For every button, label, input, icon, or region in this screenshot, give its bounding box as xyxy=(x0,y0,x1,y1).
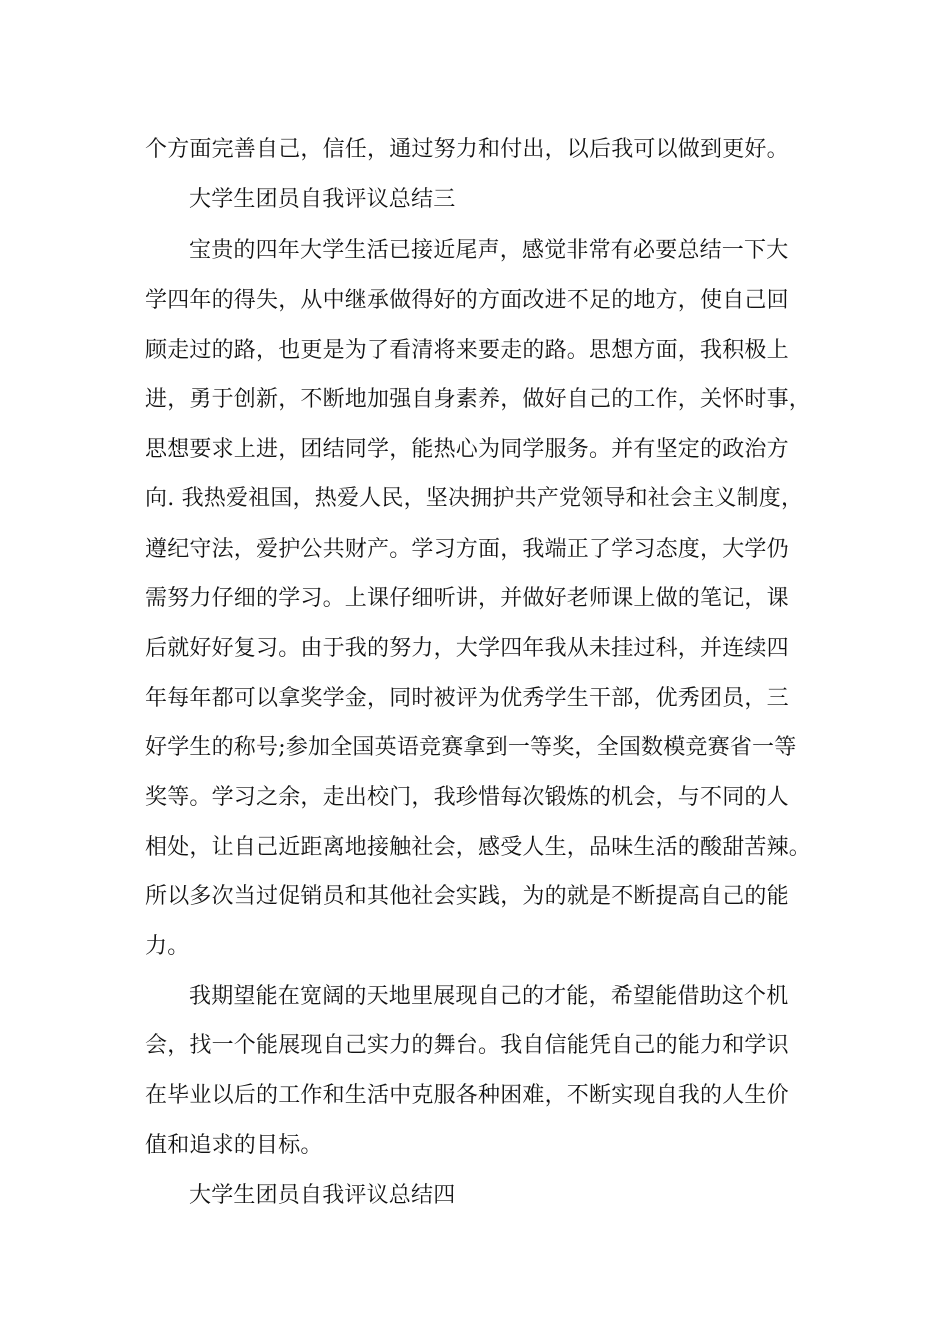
paragraph-line: 会，找一个能展现自己实力的舞台。我自信能凭自己的能力和学识 xyxy=(145,1033,789,1058)
paragraph-line: 值和追求的目标。 xyxy=(145,1133,323,1158)
paragraph-line: 力。 xyxy=(145,934,190,959)
paragraph-line: 需努力仔细的学习。上课仔细听讲，并做好老师课上做的笔记，课 xyxy=(145,586,789,611)
paragraph-line: 个方面完善自己，信任，通过努力和付出，以后我可以做到更好。 xyxy=(145,137,789,162)
paragraph-line: 进，勇于创新，不断地加强自身素养，做好自己的工作，关怀时事， xyxy=(145,387,812,412)
section-heading: 大学生团员自我评议总结三 xyxy=(189,187,456,212)
paragraph-line: 所以多次当过促销员和其他社会实践，为的就是不断提高自己的能 xyxy=(145,884,789,909)
paragraph-line: 思想要求上进，团结同学，能热心为同学服务。并有坚定的政治方 xyxy=(145,437,789,462)
paragraph-line: 年每年都可以拿奖学金，同时被评为优秀学生干部，优秀团员，三 xyxy=(145,686,789,711)
paragraph-line: 好学生的称号;参加全国英语竞赛拿到一等奖，全国数模竞赛省一等 xyxy=(145,735,797,760)
paragraph-line: 后就好好复习。由于我的努力，大学四年我从未挂过科，并连续四 xyxy=(145,636,789,661)
paragraph-line: 相处，让自己近距离地接触社会，感受人生，品味生活的酸甜苦辣。 xyxy=(145,835,812,860)
paragraph-line: 遵纪守法，爱护公共财产。学习方面，我端正了学习态度，大学仍 xyxy=(145,537,789,562)
paragraph-line: 我期望能在宽阔的天地里展现自己的才能，希望能借助这个机 xyxy=(189,984,789,1009)
paragraph-line: 学四年的得失，从中继承做得好的方面改进不足的地方，使自己回 xyxy=(145,288,789,313)
paragraph-line: 奖等。学习之余，走出校门，我珍惜每次锻炼的机会，与不同的人 xyxy=(145,785,789,810)
paragraph-line: 向. 我热爱祖国，热爱人民，坚决拥护共产党领导和社会主义制度， xyxy=(145,486,804,511)
paragraph-line: 在毕业以后的工作和生活中克服各种困难，不断实现自我的人生价 xyxy=(145,1083,789,1108)
section-heading: 大学生团员自我评议总结四 xyxy=(189,1183,456,1208)
paragraph-line: 顾走过的路，也更是为了看清将来要走的路。思想方面，我积极上 xyxy=(145,338,789,363)
paragraph-line: 宝贵的四年大学生活已接近尾声，感觉非常有必要总结一下大 xyxy=(189,238,789,263)
